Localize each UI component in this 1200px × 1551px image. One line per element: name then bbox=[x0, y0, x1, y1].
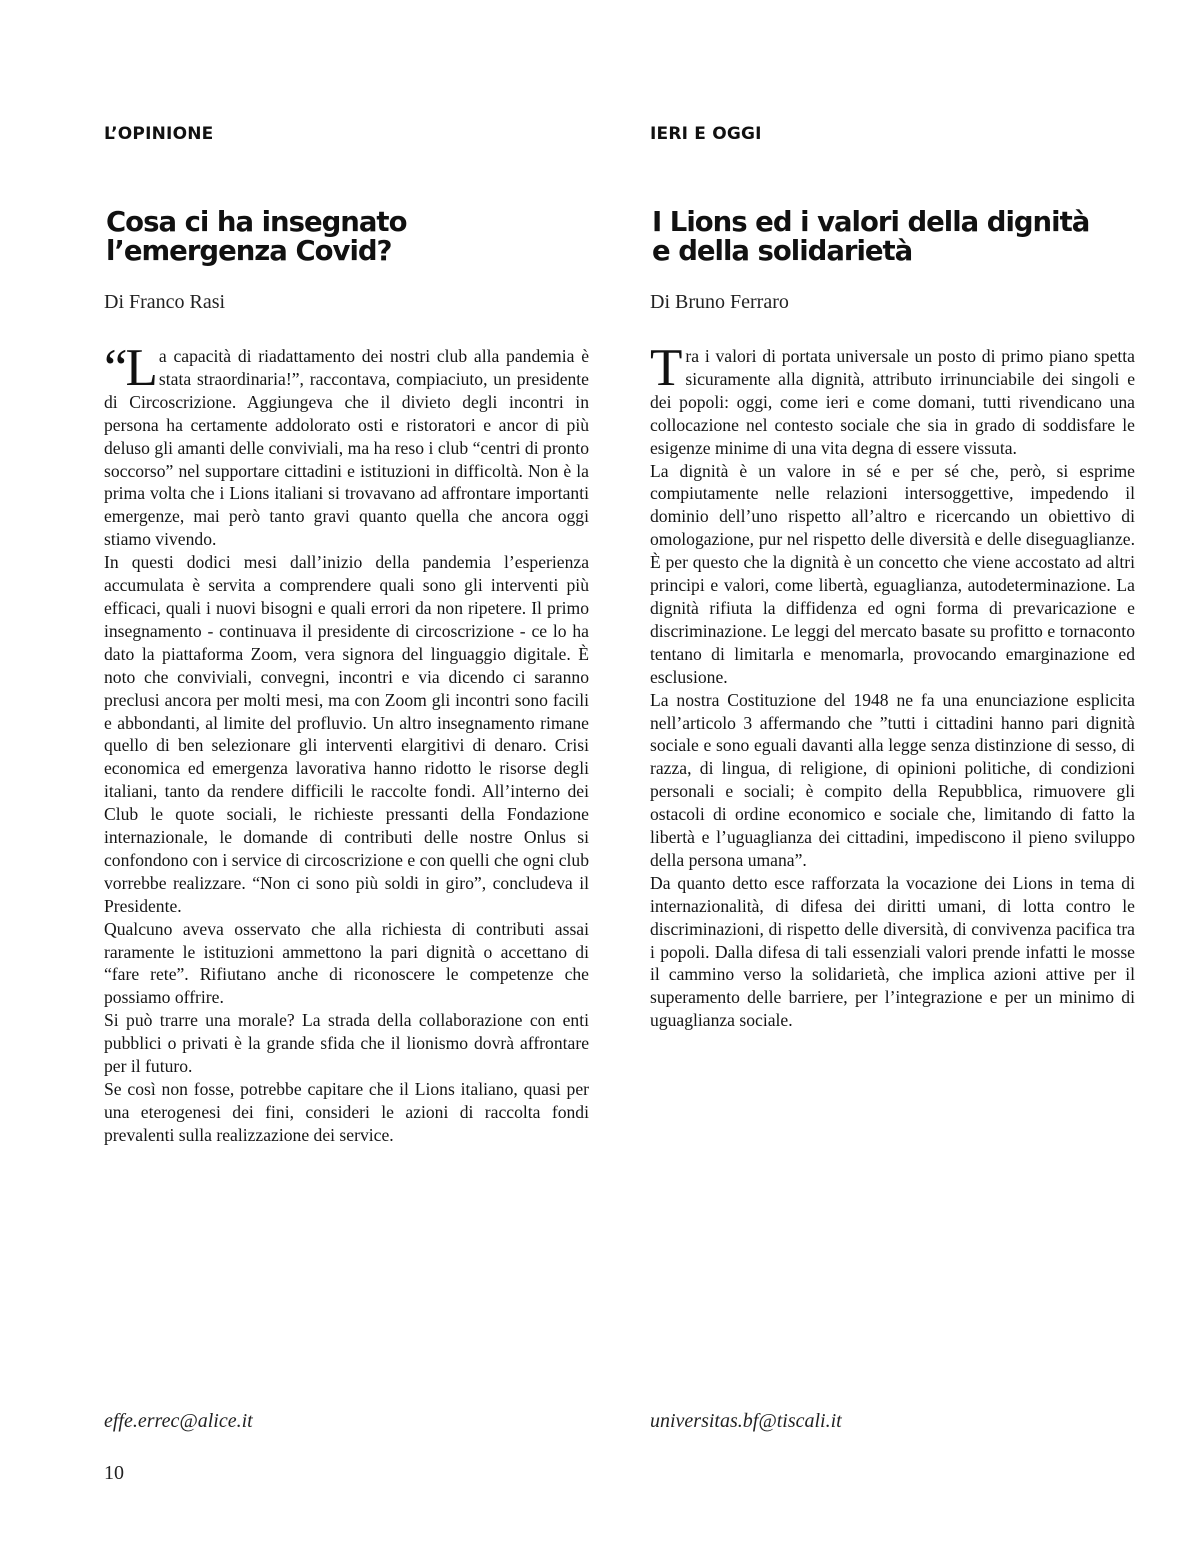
author-email[interactable]: effe.errec@alice.it bbox=[104, 1410, 253, 1432]
page-number: 10 bbox=[104, 1462, 124, 1484]
drop-cap: “L bbox=[104, 339, 156, 397]
paragraph-3: Qualcuno aveva osservato che alla richiesta di contributi assai raramente le istituzioni ammettono la pari dignità o accettano di “fare rete”. Rifiutano anche di riconoscere le competenze che possiamo offrire. bbox=[104, 918, 589, 1008]
article-title-line-1: Cosa ci ha insegnato bbox=[106, 206, 407, 238]
article-title-line-2: e della solidarietà bbox=[652, 235, 913, 267]
article-title-line-2: l’emergenza Covid? bbox=[106, 235, 392, 267]
paragraph-1 bbox=[104, 339, 589, 551]
article-body bbox=[650, 339, 1135, 1032]
paragraph-4: Si può trarre una morale? La strada della collaborazione con enti pubblici o privati è la grande sfida che il lionismo dovrà affrontare per il futuro. bbox=[104, 1010, 589, 1077]
drop-cap: T bbox=[650, 339, 683, 397]
paragraph-3: La nostra Costituzione del 1948 ne fa una enunciazione esplicita nell’articolo 3 affermando che ”tutti i cittadini hanno pari dignità sociale e sono eguali davanti alla legge senza distinzione di sesso, di razza, di lingua, di religione, di opinioni politiche, di condizioni personali e sociali; è compito della Repubblica, rimuovere gli ostacoli di ordine economico e sociale che, limitando di fatto la libertà e l’uguaglianza dei cittadini, impediscono il pieno sviluppo della persona umana”. bbox=[650, 689, 1135, 870]
article-body bbox=[104, 339, 589, 1147]
article-title bbox=[652, 208, 1137, 266]
paragraph-2: In questi dodici mesi dall’inizio della pandemia l’esperienza accumulata è servita a comprendere quali sono gli interventi più efficaci, quali i nuovi bisogni e quali errori da non ripetere. Il primo insegnamento - continuava il presidente di circoscrizione - ce lo ha dato la piattaforma Zoom, vera signora del linguaggio digitale. È noto che conviviali, convegni, incontri e via dicendo ci saranno preclusi ancora per molti mesi, ma con Zoom gli incontri sono facili e abbondanti, al limite del profluvio. Un altro insegnamento rimane quello di ben selezionare gli interventi elargitivi di denaro. Crisi economica ed emergenza lavorativa hanno ridotto le risorse degli italiani, tanto da rendere difficili le raccolte fondi. All’interno dei Club le quote sociali, le richieste pressanti della Fondazione internazionale, le domande di contributi delle nostre Onlus si confondono con i service di circoscrizione e con quelli che ogni club vorrebbe realizzare. “Non ci sono più soldi in giro”, concludeva il Presidente. bbox=[104, 552, 589, 916]
paragraph-1 bbox=[650, 339, 1135, 460]
paragraph-5: Se così non fosse, potrebbe capitare che il Lions italiano, quasi per una eterogenesi dei fini, consideri le azioni di raccolta fondi prevalenti sulla realizzazione dei service. bbox=[104, 1079, 589, 1145]
paragraph-text: ra i valori di portata universale un posto di primo piano spetta sicuramente alla dignità, attributo irrinunciabile dei singoli e dei popoli: oggi, come ieri e come domani, tutti rivendicano una collocazione nel contesto sociale che sia in grado di soddisfare le esigenze minime di una vita degna di essere vissuta. bbox=[650, 346, 1135, 458]
article-title bbox=[106, 208, 591, 266]
left-article bbox=[104, 0, 589, 1551]
section-rubric: L’OPINIONE bbox=[104, 124, 214, 144]
paragraph-2: La dignità è un valore in sé e per sé che, però, si esprime compiutamente nelle relazioni intersoggettive, impedendo il dominio dell’uno rispetto all’altro e ricercando un obiettivo di omologazione, pur nel rispetto delle diversità e delle diseguaglianze. È per questo che la dignità è un concetto che viene accostato ad altri principi e valori, come libertà, eguaglianza, autodeterminazione. La dignità rifiuta la diffidenza ed ogni forma di prevaricazione e discriminazione. Le leggi del mercato basate su profitto e tornaconto tentano di limitarla e menomarla, provocando emarginazione ed esclusione. bbox=[650, 460, 1135, 687]
right-article bbox=[650, 0, 1135, 1551]
article-title-line-1: I Lions ed i valori della dignità bbox=[652, 206, 1090, 238]
section-rubric: IERI E OGGI bbox=[650, 124, 762, 144]
author-byline: Di Bruno Ferraro bbox=[650, 291, 789, 313]
paragraph-4: Da quanto detto esce rafforzata la vocazione dei Lions in tema di internazionalità, di difesa dei diritti umani, di lotta contro le discriminazioni, di rispetto delle diversità, di convivenza pacifica tra i popoli. Dalla difesa di tali essenziali valori prende infatti le mosse il cammino verso la solidarietà, che implica azioni attive per il superamento delle barriere, per l’integrazione e per un minimo di uguaglianza sociale. bbox=[650, 872, 1135, 1031]
author-byline: Di Franco Rasi bbox=[104, 291, 226, 313]
author-email[interactable]: universitas.bf@tiscali.it bbox=[650, 1410, 842, 1432]
paragraph-text: a capacità di riadattamento dei nostri club alla pandemia è stata straordinaria!”, raccontava, compiaciuto, un presidente di Circoscrizione. Aggiungeva che il divieto degli incontri in persona ha certamente addolorato osti e ristoratori e ancor di più deluso gli amanti delle conviviali, ma ha reso i club “centri di pronto soccorso” nel supportare cittadini e istituzioni in difficoltà. Non è la prima volta che i Lions italiani si trovavano ad affrontare importanti emergenze, mai però tanto gravi quanto quella che ancora oggi stiamo vivendo. bbox=[104, 346, 589, 550]
